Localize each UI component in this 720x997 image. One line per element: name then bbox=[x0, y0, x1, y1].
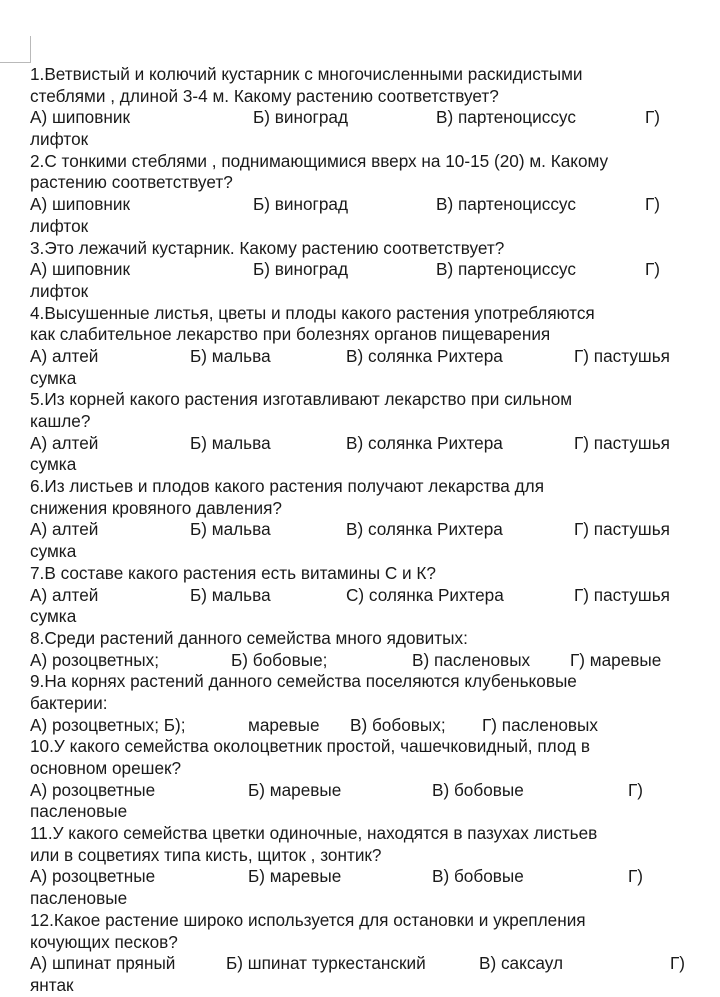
question-text-line: 9.На корнях растений данного семейства поселяются клубеньковые bbox=[30, 671, 577, 692]
answer-option: В) партеноциссус bbox=[436, 194, 576, 215]
page-corner-mark-horizontal bbox=[0, 62, 30, 63]
question-text-line: 6.Из листьев и плодов какого растения получают лекарства для bbox=[30, 476, 545, 497]
answer-option: Б) виноград bbox=[253, 259, 348, 280]
answer-option: Б) маревые bbox=[248, 866, 342, 887]
answer-option: А) шиповник bbox=[30, 194, 130, 215]
answer-options-row bbox=[30, 780, 698, 802]
answer-options-row bbox=[30, 585, 698, 607]
question-text-line: 8.Среди растений данного семейства много ядовитых: bbox=[30, 627, 468, 648]
answer-option: Г) bbox=[645, 194, 661, 215]
question-text-line: 1.Ветвистый и колючий кустарник с многочисленными раскидистыми bbox=[30, 64, 583, 84]
answer-option: Г) bbox=[628, 779, 644, 800]
question-block bbox=[30, 64, 698, 151]
question-text-line: 10.У какого семейства околоцветник простой, чашечковидный, плод в bbox=[30, 736, 590, 757]
answer-options-row bbox=[30, 107, 698, 129]
answer-option: Г) пастушья bbox=[574, 432, 670, 453]
question-text-line: кочующих песков? bbox=[30, 931, 178, 952]
question-text-line: или в соцветиях типа кисть, щиток , зонтик? bbox=[30, 844, 382, 865]
answer-option: Б) маревые bbox=[248, 779, 342, 800]
answer-options-row bbox=[30, 650, 698, 672]
answer-option: В) солянка Рихтера bbox=[346, 519, 503, 540]
answer-option: В) бобовых; bbox=[350, 714, 446, 735]
answer-option: Г) bbox=[645, 259, 661, 280]
answer-options-row bbox=[30, 519, 698, 541]
question-block bbox=[30, 238, 698, 303]
answer-option: А) алтей bbox=[30, 584, 99, 605]
answer-option: Г) bbox=[628, 866, 644, 887]
question-text-line: 3.Это лежачий кустарник. Какому растению соответствует? bbox=[30, 237, 505, 258]
answer-options-row bbox=[30, 346, 698, 368]
answer-option-continuation: лифток bbox=[30, 215, 89, 236]
answer-option: В) бобовые bbox=[432, 866, 524, 887]
answer-option-continuation: лифток bbox=[30, 280, 89, 301]
question-block bbox=[30, 476, 698, 563]
question-text-line: 4.Высушенные листья, цветы и плоды какого растения употребляются bbox=[30, 302, 595, 323]
question-block bbox=[30, 736, 698, 823]
answer-option: А) алтей bbox=[30, 432, 99, 453]
answer-option: Б) бобовые; bbox=[231, 649, 328, 670]
question-text-line: снижения кровяного давления? bbox=[30, 497, 282, 518]
answer-options-row bbox=[30, 194, 698, 216]
answer-option: Г) пастушья bbox=[574, 584, 670, 605]
answer-option: Г) пастушья bbox=[574, 345, 670, 366]
answer-option: Б) мальва bbox=[190, 432, 271, 453]
question-text-line: 12.Какое растение широко используется для остановки и укрепления bbox=[30, 909, 586, 930]
answer-option: Г) bbox=[645, 107, 661, 128]
answer-option: А) шиповник bbox=[30, 107, 130, 128]
answer-option-continuation: лифток bbox=[30, 129, 89, 150]
answer-option-continuation: сумка bbox=[30, 367, 77, 388]
question-block bbox=[30, 628, 698, 671]
answer-option: С) солянка Рихтера bbox=[346, 584, 504, 605]
question-text-line: растению соответствует? bbox=[30, 172, 233, 193]
answer-option: А) алтей bbox=[30, 345, 99, 366]
question-text-line: кашле? bbox=[30, 411, 91, 431]
question-block bbox=[30, 389, 698, 476]
question-block bbox=[30, 823, 698, 910]
answer-options-row bbox=[30, 866, 698, 888]
answer-option: А) розоцветные bbox=[30, 866, 156, 887]
answer-option: В) бобовые bbox=[432, 779, 524, 800]
question-block bbox=[30, 151, 698, 238]
answer-option: Б) виноград bbox=[253, 194, 348, 215]
answer-option: Г) пасленовых bbox=[482, 714, 598, 735]
answer-options-row bbox=[30, 259, 698, 281]
answer-option: маревые bbox=[248, 714, 320, 735]
answer-option: А) розоцветных; Б); bbox=[30, 714, 186, 735]
question-block bbox=[30, 910, 698, 997]
answer-option: В) партеноциссус bbox=[436, 107, 576, 128]
question-text-line: бактерии: bbox=[30, 692, 108, 713]
question-text-line: основном орешек? bbox=[30, 758, 182, 778]
answer-option: В) партеноциссус bbox=[436, 259, 576, 280]
page-corner-mark-vertical bbox=[30, 36, 31, 63]
answer-options-row bbox=[30, 433, 698, 455]
question-block bbox=[30, 303, 698, 390]
answer-option-continuation: сумка bbox=[30, 606, 77, 627]
question-text-line: 7.В составе какого растения есть витамины С и К? bbox=[30, 562, 436, 583]
answer-option: Б) мальва bbox=[190, 345, 271, 366]
answer-option: В) пасленовых bbox=[412, 649, 531, 670]
answer-option: Г) пастушья bbox=[574, 519, 670, 540]
answer-option: Г) bbox=[670, 953, 686, 974]
question-text-line: 2.С тонкими стеблями , поднимающимися вверх на 10-15 (20) м. Какому bbox=[30, 150, 609, 171]
question-text-line: как слабительное лекарство при болезнях органов пищеварения bbox=[30, 324, 551, 345]
answer-option: В) саксаул bbox=[479, 953, 564, 974]
question-text-line: стеблями , длиной 3-4 м. Какому растению соответствует? bbox=[30, 85, 499, 106]
answer-options-row bbox=[30, 715, 698, 737]
answer-option-continuation: сумка bbox=[30, 541, 77, 562]
answer-option-continuation: сумка bbox=[30, 454, 77, 475]
document-body bbox=[30, 64, 698, 997]
question-block bbox=[30, 671, 698, 736]
answer-option-continuation: янтак bbox=[30, 974, 74, 995]
answer-option: А) розоцветные bbox=[30, 779, 156, 800]
answer-option-continuation: пасленовые bbox=[30, 801, 128, 822]
answer-option: В) солянка Рихтера bbox=[346, 432, 503, 453]
answer-option: В) солянка Рихтера bbox=[346, 345, 503, 366]
answer-option: Б) виноград bbox=[253, 107, 348, 128]
answer-option-continuation: пасленовые bbox=[30, 888, 128, 909]
answer-options-row bbox=[30, 953, 698, 975]
question-text-line: 11.У какого семейства цветки одиночные, находятся в пазухах листьев bbox=[30, 823, 598, 844]
question-block bbox=[30, 563, 698, 628]
answer-option: Б) шпинат туркестанский bbox=[226, 953, 426, 974]
answer-option: А) розоцветных; bbox=[30, 649, 159, 670]
answer-option: Б) мальва bbox=[190, 519, 271, 540]
answer-option: А) алтей bbox=[30, 519, 99, 540]
answer-option: А) шпинат пряный bbox=[30, 953, 176, 974]
answer-option: Г) маревые bbox=[570, 649, 662, 670]
question-text-line: 5.Из корней какого растения изготавливают лекарство при сильном bbox=[30, 389, 573, 410]
answer-option: Б) мальва bbox=[190, 584, 271, 605]
answer-option: А) шиповник bbox=[30, 259, 130, 280]
